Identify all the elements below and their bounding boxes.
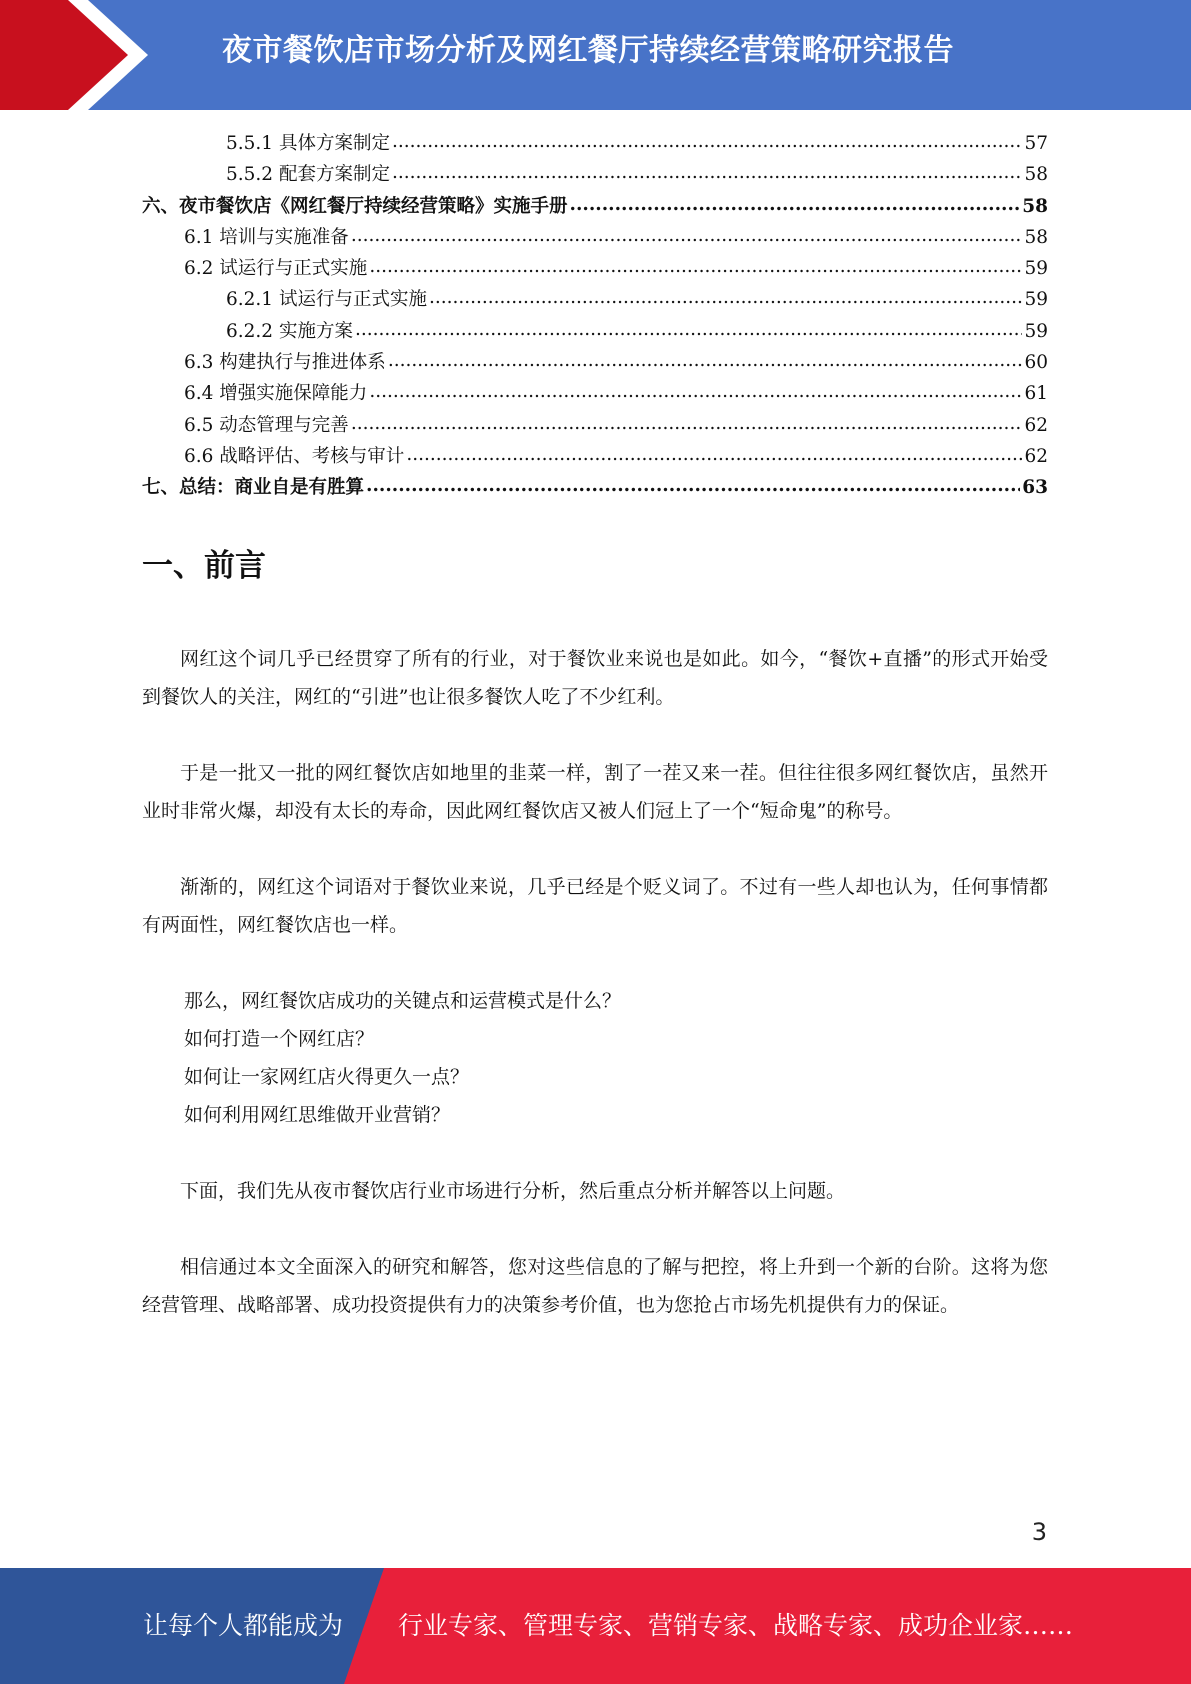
toc-entry-label: 七、总结：商业自是有胜算 [142, 477, 365, 499]
toc-leader-dots [392, 126, 1022, 157]
toc-leader-dots [355, 314, 1023, 345]
toc-entry-label: 6.6 战略评估、考核与审计 [184, 445, 405, 467]
toc-entry-page: 58 [1024, 164, 1048, 186]
page-header [0, 0, 1191, 110]
toc-entry-label: 六、夜市餐饮店《网红餐厅持续经营策略》实施手册 [142, 195, 568, 217]
toc-entry-label: 6.2 试运行与正式实施 [184, 258, 368, 280]
toc-entry[interactable] [142, 347, 1048, 378]
toc-entry-page: 61 [1024, 383, 1048, 405]
toc-leader-dots [351, 220, 1023, 251]
question-list [142, 982, 1048, 1134]
toc-entry[interactable] [142, 159, 1048, 190]
toc-entry-label: 5.5.1 具体方案制定 [226, 133, 390, 154]
page-number: 3 [1031, 1518, 1047, 1546]
toc-entry[interactable] [142, 410, 1048, 441]
toc-entry[interactable] [142, 128, 1048, 159]
toc-entry-page: 62 [1024, 445, 1048, 467]
toc-entry-page: 62 [1024, 414, 1048, 436]
toc-entry-label: 6.2.1 试运行与正式实施 [226, 289, 427, 311]
toc-entry-label: 6.5 动态管理与完善 [184, 414, 349, 436]
toc-entry[interactable] [142, 472, 1048, 503]
toc-entry-label: 6.4 增强实施保障能力 [184, 383, 368, 405]
toc-entry-page: 58 [1022, 195, 1048, 217]
paragraph: 渐渐的，网红这个词语对于餐饮业来说，几乎已经是个贬义词了。不过有一些人却也认为，任何事情都有两面性，网红餐饮店也一样。 [142, 876, 1048, 936]
paragraph: 网红这个词几乎已经贯穿了所有的行业，对于餐饮业来说也是如此。如今，“餐饮+直播”的形式开始受到餐饮人的关注，网红的“引进”也让很多餐饮人吃了不少红利。 [142, 648, 1048, 708]
question-item: 如何打造一个网红店？ [184, 1028, 375, 1050]
toc-leader-dots [429, 282, 1022, 313]
report-title: 夜市餐饮店市场分析及网红餐厅持续经营策略研究报告 [222, 33, 954, 68]
toc-leader-dots [406, 439, 1022, 470]
toc-entry-page: 63 [1022, 477, 1048, 499]
paragraph: 于是一批又一批的网红餐饮店如地里的韭菜一样，割了一茬又来一茬。但往往很多网红餐饮店，虽然开业时非常火爆，却没有太长的寿命，因此网红餐饮店又被人们冠上了一个“短命鬼”的称号。 [142, 762, 1048, 822]
page-footer [0, 1568, 1191, 1684]
toc-leader-dots [369, 251, 1022, 282]
toc-entry-label: 6.1 培训与实施准备 [184, 226, 349, 248]
toc-entry[interactable] [142, 316, 1048, 347]
toc-entry-page: 60 [1024, 352, 1048, 374]
toc-leader-dots [388, 345, 1023, 376]
toc-entry-label: 6.2.2 实施方案 [226, 320, 353, 342]
toc-entry-label: 6.3 构建执行与推进体系 [184, 352, 386, 374]
toc-leader-dots [570, 189, 1021, 220]
toc-entry[interactable] [142, 284, 1048, 315]
toc-leader-dots [392, 157, 1022, 188]
footer-slogan-left: 让每个人都能成为 [143, 1611, 344, 1640]
toc-entry[interactable] [142, 378, 1048, 409]
toc-entry-page: 58 [1024, 226, 1048, 248]
paragraph: 下面，我们先从夜市餐饮店行业市场进行分析，然后重点分析并解答以上问题。 [180, 1180, 846, 1202]
toc-leader-dots [369, 376, 1022, 407]
footer-slogan-right: 行业专家、管理专家、营销专家、战略专家、成功企业家…… [398, 1611, 1074, 1640]
toc-entry-label: 5.5.2 配套方案制定 [226, 164, 390, 186]
question-item: 那么，网红餐饮店成功的关键点和运营模式是什么？ [184, 990, 622, 1012]
toc-entry-page: 59 [1024, 258, 1048, 280]
toc-entry[interactable] [142, 253, 1048, 284]
toc-leader-dots [366, 470, 1020, 501]
toc-entry-page: 57 [1024, 133, 1048, 154]
toc-entry-page: 59 [1024, 320, 1048, 342]
section-heading: 一、前言 [142, 548, 266, 584]
toc-entry[interactable] [142, 441, 1048, 472]
toc-entry[interactable] [142, 222, 1048, 253]
toc-entry-page: 59 [1024, 289, 1048, 311]
table-of-contents [142, 128, 1048, 504]
question-item: 如何让一家网红店火得更久一点？ [184, 1066, 470, 1088]
toc-entry[interactable] [142, 191, 1048, 222]
toc-leader-dots [351, 408, 1023, 439]
paragraph: 相信通过本文全面深入的研究和解答，您对这些信息的了解与把控，将上升到一个新的台阶。这将为您经营管理、战略部署、成功投资提供有力的决策参考价值，也为您抢占市场先机提供有力的保证。 [142, 1256, 1048, 1316]
section-body [142, 640, 1048, 1362]
question-item: 如何利用网红思维做开业营销？ [184, 1104, 451, 1126]
